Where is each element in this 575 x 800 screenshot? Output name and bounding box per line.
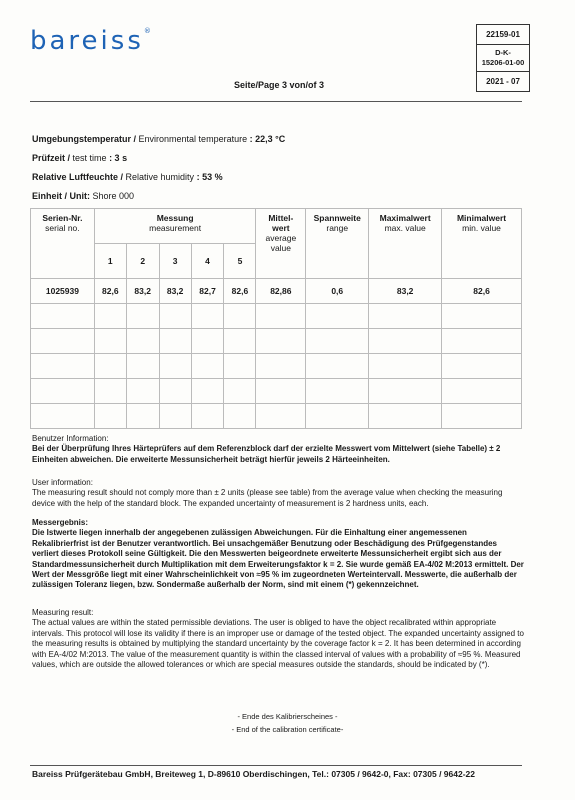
- result-body-de: Die Istwerte liegen innerhalb der angegebenen zulässigen Abweichungen. Für die Einhaltung einer angemessenen Rekalibrierfrist ist der Benutzer verantwortlich. Bei unsachgemäßer Benutzung oder Beschädigung des Prüfgegenstandes verliert dieses Protokoll seine Gültigkeit. Die den Messwerten beigeordnete erweiterte Messunsicherheit ergibt sich aus der Standardmessunsicherheit durch Multiplikation mit dem Erweiterungsfaktor k = 2. Sie wurde gemäß EA-4/02 M:2013 ermittelt. Der Wert der Messgröße liegt mit einer Wahrscheinlichkeit von ≈95 % im zugeordneten Werteintervall. Messwerte, die außerhalb der zulässigen Toleranz liegen, bzw. Sondermaße außerhalb der Norm, sind mit einem (*) gekennzeichnet.: [32, 528, 524, 590]
- header-range-de: Spannweite: [313, 213, 361, 223]
- header-divider: [30, 101, 522, 102]
- subheader-2: 2: [126, 244, 159, 279]
- page-indicator: Seite/Page 3 von/of 3: [234, 80, 325, 90]
- subheader-4: 4: [191, 244, 224, 279]
- humidity-label-en: Relative humidity: [125, 172, 195, 182]
- cell-m1: 82,6: [94, 279, 126, 304]
- empty-row: [31, 379, 522, 404]
- empty-row: [31, 304, 522, 329]
- temperature-value: : 22,3 °C: [249, 134, 286, 144]
- header-min-de: Minimalwert: [456, 213, 507, 223]
- cell-mean: 82,86: [256, 279, 306, 304]
- result-de: [32, 518, 524, 591]
- cell-m5: 82,6: [224, 279, 256, 304]
- subheader-3: 3: [159, 244, 191, 279]
- unit-line: [32, 191, 134, 201]
- header-serial: [31, 209, 95, 279]
- test-time-label-de: Prüfzeit /: [32, 153, 71, 163]
- logo-text: bareiss: [30, 26, 144, 56]
- humidity-line: [32, 172, 223, 182]
- header-range-en: range: [326, 223, 349, 233]
- accreditation-number: [477, 45, 529, 72]
- header-mean-de2: wert: [272, 223, 290, 233]
- result-heading-en: Measuring result:: [32, 608, 94, 617]
- cell-m2: 83,2: [126, 279, 159, 304]
- header-mean-en1: average: [265, 233, 297, 243]
- test-time-label-en: test time: [72, 153, 107, 163]
- certificate-id-box: [476, 24, 530, 92]
- header-measurement-en: measurement: [149, 223, 202, 233]
- temperature-label-en: Environmental temperature: [138, 134, 248, 144]
- cert-number: 22159-01: [477, 25, 529, 45]
- user-info-heading-en: User information:: [32, 478, 93, 487]
- unit-label: Einheit / Unit:: [32, 191, 90, 201]
- header-measurement: [94, 209, 256, 244]
- end-note-de: - Ende des Kalibrierscheines -: [237, 712, 338, 721]
- temperature-line: [32, 134, 285, 144]
- header-measurement-de: Messung: [156, 213, 194, 223]
- cell-serial: 1025939: [31, 279, 95, 304]
- subheader-1: 1: [94, 244, 126, 279]
- header-serial-en: serial no.: [45, 223, 80, 233]
- cell-m4: 82,7: [191, 279, 224, 304]
- unit-value: Shore 000: [92, 191, 135, 201]
- empty-row: [31, 354, 522, 379]
- cell-max: 83,2: [369, 279, 442, 304]
- table-row: [31, 279, 522, 304]
- footer-divider: [30, 765, 522, 766]
- user-info-de: [32, 434, 524, 465]
- table-header-row: [31, 209, 522, 244]
- header-mean-de1: Mittel-: [268, 213, 294, 223]
- cell-m3: 83,2: [159, 279, 191, 304]
- bareiss-logo: [30, 28, 151, 54]
- result-en: [32, 608, 524, 670]
- temperature-label-de: Umgebungstemperatur /: [32, 134, 137, 144]
- result-heading-de: Messergebnis:: [32, 518, 89, 527]
- cert-date: 2021 - 07: [486, 77, 520, 86]
- cell-range: 0,6: [306, 279, 369, 304]
- test-time-value: : 3 s: [109, 153, 128, 163]
- header-min: [442, 209, 522, 279]
- humidity-label-de: Relative Luftfeuchte /: [32, 172, 124, 182]
- user-info-body-de: Bei der Überprüfung Ihres Härteprüfers auf dem Referenzblock darf der erzielte Messwert vom Mittelwert (siehe Tabelle) ± 2 Einheiten abweichen. Die erweiterte Messunsicherheit beträgt hierfür jeweils 2 Härteeinheiten.: [32, 444, 501, 464]
- header-max-de: Maximalwert: [379, 213, 431, 223]
- header-min-en: min. value: [462, 223, 501, 233]
- user-info-en: [32, 478, 524, 509]
- user-info-body-en: The measuring result should not comply more than ± 2 units (please see table) from the average value when checking the measuring device with the help of the standard block. The expanded uncertainty of measurement is 2 hardness units, each.: [32, 488, 503, 508]
- subheader-5: 5: [224, 244, 256, 279]
- header-mean: [256, 209, 306, 279]
- empty-row: [31, 329, 522, 354]
- header-max: [369, 209, 442, 279]
- cell-min: 82,6: [442, 279, 522, 304]
- measurement-table: [30, 208, 522, 429]
- end-note-en: - End of the calibration certificate-: [231, 725, 344, 734]
- registered-mark: ®: [143, 27, 151, 35]
- header-max-en: max. value: [384, 223, 426, 233]
- humidity-value: : 53 %: [196, 172, 223, 182]
- user-info-heading-de: Benutzer Information:: [32, 434, 109, 443]
- header-mean-en2: value: [270, 243, 292, 253]
- result-body-en: The actual values are within the stated permissible deviations. The user is obliged to have the object recalibrated within appropriate intervals. This protocol will lose its validity if there is an improper use or damage of the tested object. The expanded uncertainty assigned to the measuring results is obtained by multiplying the standard uncertainty by the coverage factor k = 2. It has been determined in according with EA-4/02 M:2013. The value of the measurement quantity is within the classed interval of values with a probability of ≈95 %. Measured values, which are outside the allowed tolerances or which are special measures outside the standards, should be indicated by (*).: [32, 618, 524, 670]
- header-range: [306, 209, 369, 279]
- accreditation-line2: 15206-01-00: [481, 58, 525, 67]
- header-serial-de: Serien-Nr.: [42, 213, 83, 223]
- company-footer: Bareiss Prüfgerätebau GmbH, Breiteweg 1, D-89610 Oberdischingen, Tel.: 07305 / 9642-0, Fax: 07305 / 9642-22: [32, 769, 475, 779]
- accreditation-line1: D-K-: [495, 48, 511, 57]
- test-time-line: [32, 153, 127, 163]
- empty-row: [31, 404, 522, 429]
